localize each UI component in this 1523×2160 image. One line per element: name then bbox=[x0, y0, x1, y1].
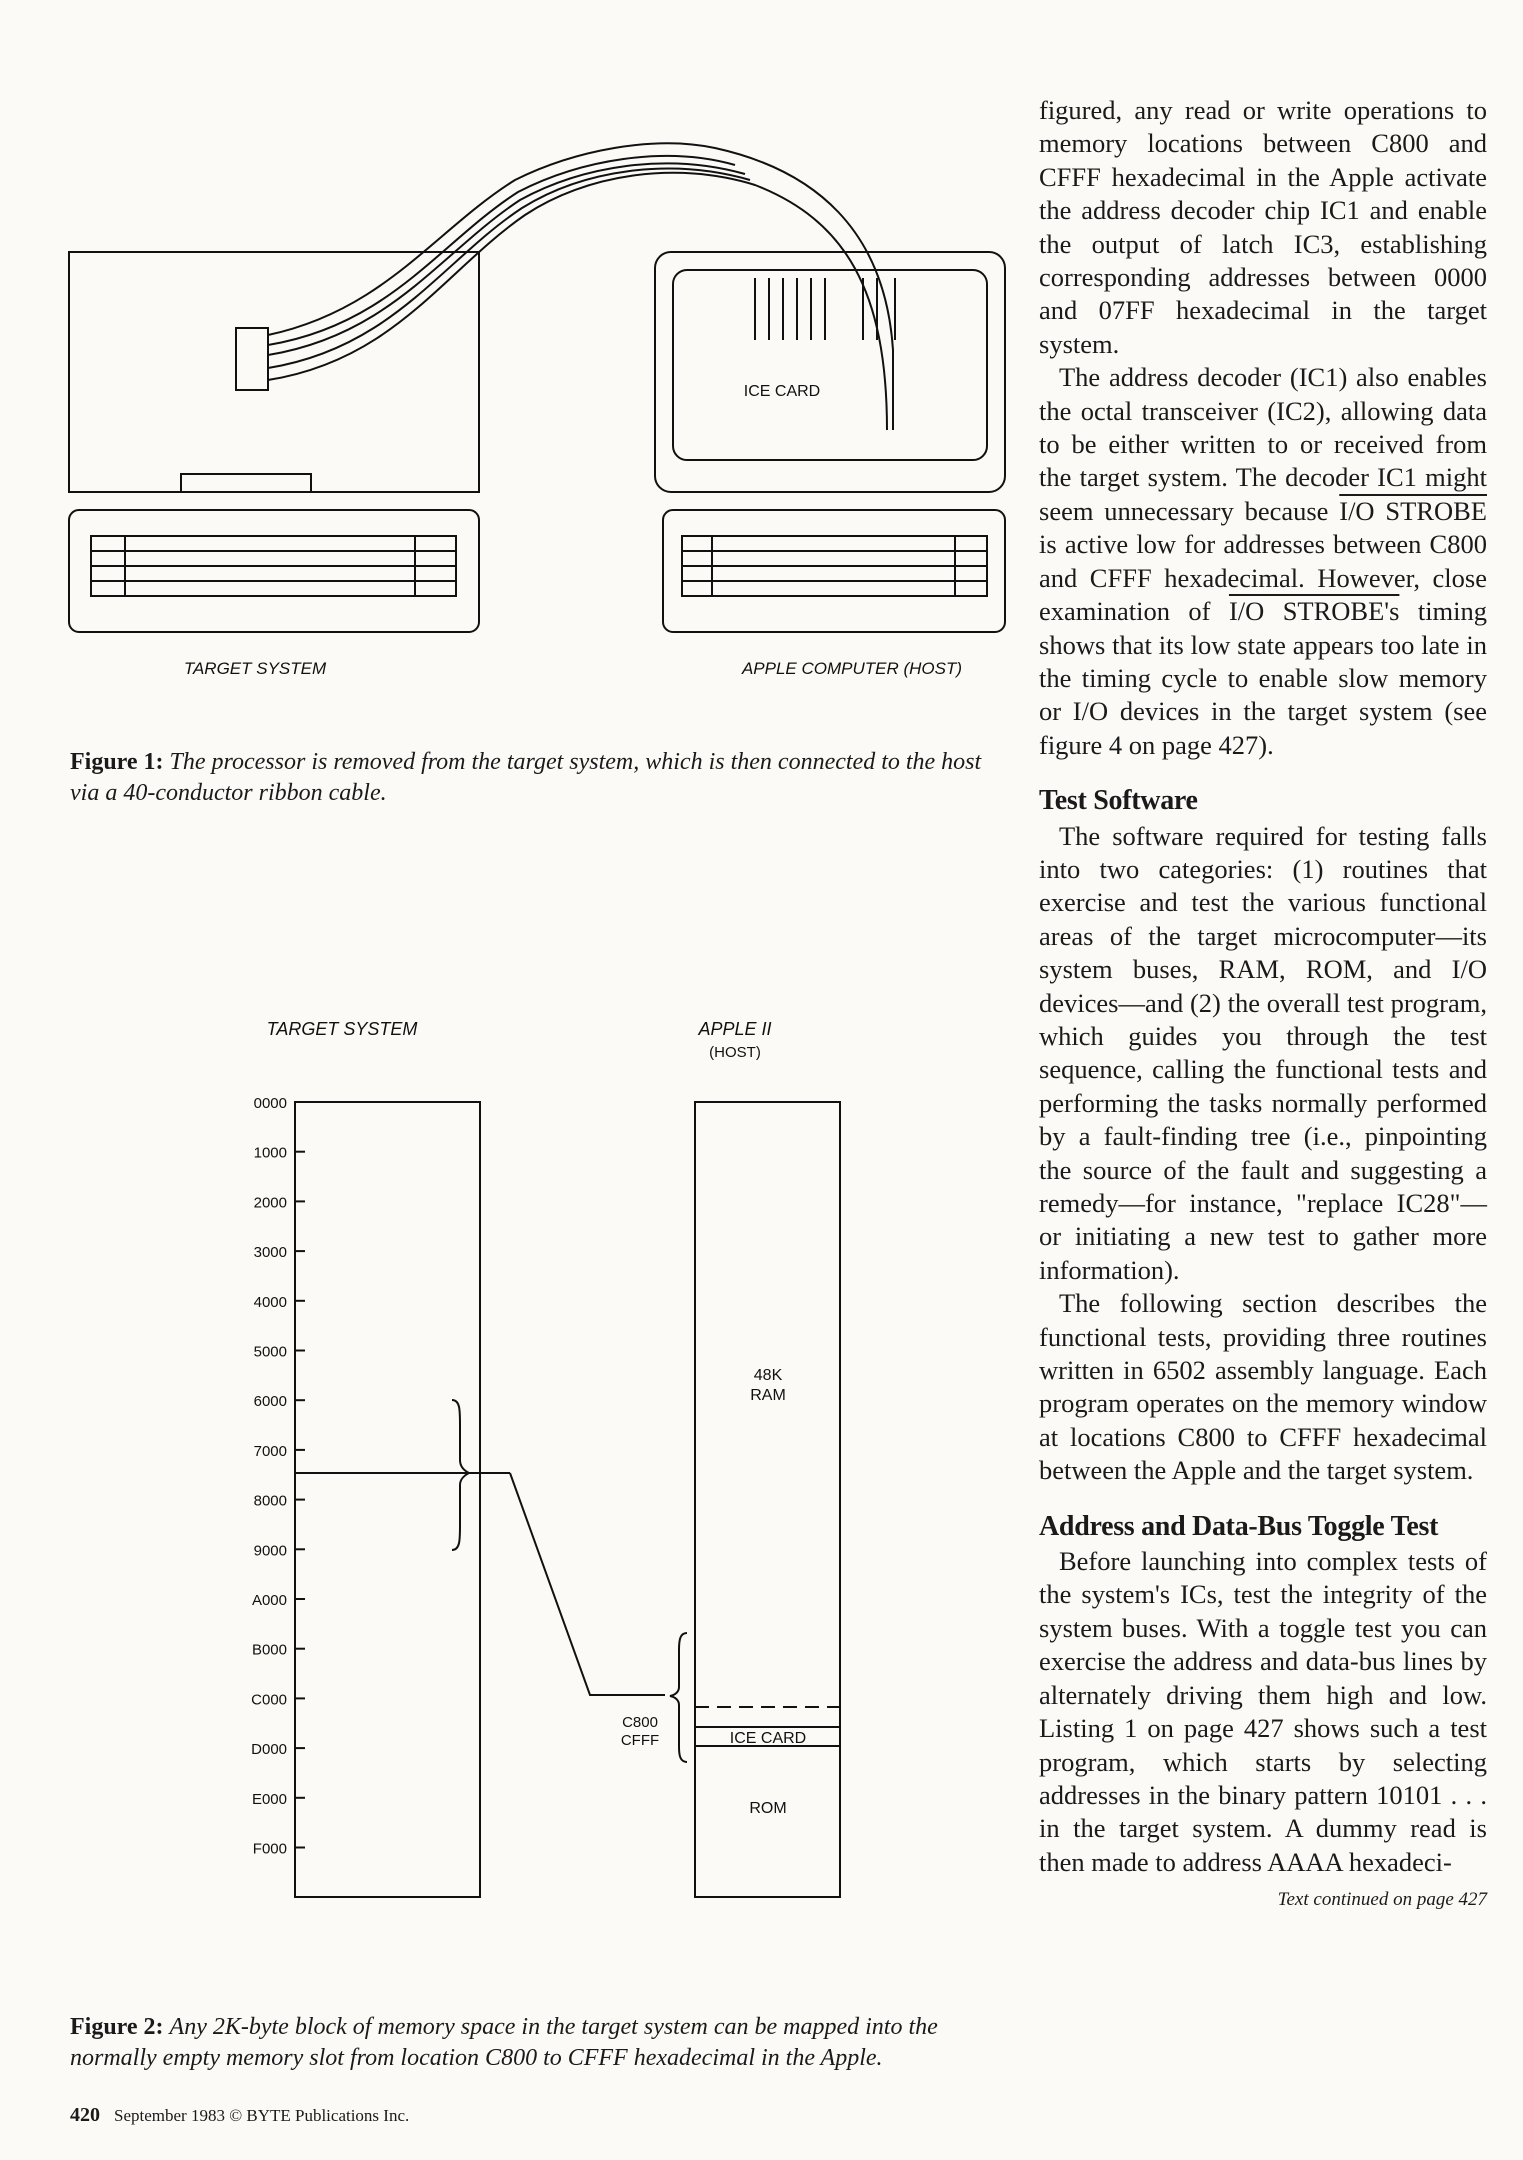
window-brace bbox=[670, 1633, 687, 1762]
io-strobe-signal-2: I/O STROBE's bbox=[1228, 596, 1400, 627]
heading-test-software: Test Software bbox=[1039, 785, 1198, 817]
address-label: A000 bbox=[251, 1592, 287, 1609]
apple-memory-block bbox=[695, 1102, 840, 1897]
address-label: 2000 bbox=[253, 1194, 287, 1212]
address-label: 5000 bbox=[253, 1343, 287, 1361]
figure-1-caption-text: The processor is removed from the target system, which is then connected to the host via a 40-conductor ribbon cable. bbox=[70, 749, 982, 806]
address-label: 1000 bbox=[253, 1144, 287, 1162]
target-keyboard bbox=[69, 510, 479, 632]
address-label: F000 bbox=[252, 1840, 287, 1858]
page-number: 420 bbox=[70, 2104, 100, 2126]
window-end-label: CFFF bbox=[620, 1732, 660, 1749]
mapping-line bbox=[510, 1473, 665, 1695]
address-label: 8000 bbox=[253, 1492, 287, 1510]
heading-toggle-test: Address and Data-Bus Toggle Test bbox=[1039, 1510, 1439, 1542]
article-column bbox=[1039, 94, 1487, 1917]
figure-2 bbox=[55, 1005, 1020, 1905]
figure-2-caption-text: Any 2K-byte block of memory space in the target system can be mapped into the normally empty memory slot from location C800 to CFFF hexadecimal in the Apple. bbox=[70, 2014, 938, 2071]
ribbon-connector bbox=[236, 328, 268, 390]
figure-2-caption-label: Figure 2: bbox=[70, 2014, 164, 2040]
address-label: 0000 bbox=[253, 1095, 287, 1112]
io-strobe-signal: I/O STROBE bbox=[1339, 495, 1487, 526]
address-label: E000 bbox=[251, 1790, 287, 1808]
target-memory-block bbox=[295, 1102, 480, 1897]
figure-1-caption bbox=[70, 747, 1005, 809]
figure-1 bbox=[55, 130, 1020, 690]
paragraph-2: The address decoder (IC1) also enables the octal transceiver (IC2), allowing data to be either written to or received from the target system. The decoder IC1 might seem unnecessary because I/O STROBE is active low for addresses between C800 and CFFF hexadecimal. However, close examination of I/O STROBE's timing shows that its low state appears too late in the timing cycle to enable slow memory or I/O devices in the target system (see figure 4 on page 427). bbox=[1039, 362, 1488, 760]
figure-1-drawing bbox=[55, 130, 1020, 690]
ram-label-1: 48K bbox=[753, 1367, 783, 1384]
apple-map-title: APPLE II bbox=[698, 1019, 772, 1039]
paragraph-4: The following section describes the functional tests, providing three routines written in 6502 assembly language. Each program operates on the memory window at locations C800 to CFFF hexadecimal between the Apple and the target system. bbox=[1039, 1288, 1487, 1486]
address-ticks bbox=[295, 1102, 305, 1848]
paragraph-1: figured, any read or write operations to memory locations between C800 and CFFF hexadecimal in the Apple activate the address decoder chip IC1 and enable the output of latch IC3, establishing corresponding addresses between 0000 and 07FF hexadecimal in the target system. bbox=[1039, 95, 1487, 359]
footer-credit: September 1983 © BYTE Publications Inc. bbox=[114, 2106, 410, 2125]
paragraph-5: Before launching into complex tests of the system's ICs, test the integrity of the system buses. With a toggle test you can exercise the address and data-bus lines by alternately driving them high and low. Listing 1 on page 427 shows such a test program, which starts by selecting addresses in the binary pattern 10101 . . . in the target system. A dummy read is then made to address AAAA hexadeci- bbox=[1039, 1546, 1487, 1877]
address-label: 3000 bbox=[253, 1244, 287, 1262]
apple-monitor bbox=[655, 252, 1005, 492]
target-brace bbox=[452, 1400, 469, 1550]
address-label: 6000 bbox=[253, 1393, 287, 1411]
ice-card-region: ICE CARD bbox=[729, 1730, 807, 1747]
rom-label: ROM bbox=[749, 1800, 787, 1817]
page-footer bbox=[70, 2104, 409, 2127]
ram-label-2: RAM bbox=[750, 1387, 786, 1404]
target-map-title: TARGET SYSTEM bbox=[266, 1019, 418, 1039]
address-label: D000 bbox=[251, 1741, 287, 1759]
apple-keyboard bbox=[663, 510, 1005, 632]
address-label: 4000 bbox=[253, 1293, 287, 1311]
ice-card-label: ICE CARD bbox=[743, 383, 821, 400]
memory-map bbox=[55, 1005, 1020, 1905]
paragraph-3: The software required for testing falls into two categories: (1) routines that exercise and test the various functional areas of the target microcomputer—its system buses, RAM, ROM, and I/O devices—and (2) the overall test program, which guides you through the test sequence, calling the functional tests and performing the tasks normally performed by a fault-finding tree (i.e., pinpointing the source of the fault and suggesting a remedy—for instance, "replace IC28"—or initiating a new test to gather more information). bbox=[1039, 820, 1487, 1285]
address-label: 7000 bbox=[253, 1442, 287, 1460]
target-system-label: TARGET SYSTEM bbox=[183, 659, 327, 678]
window-start-label: C800 bbox=[622, 1714, 658, 1731]
address-label: C000 bbox=[251, 1691, 287, 1709]
target-monitor bbox=[69, 252, 479, 492]
apple-map-subtitle: (HOST) bbox=[709, 1044, 761, 1061]
address-label: 9000 bbox=[253, 1542, 287, 1560]
target-monitor-base bbox=[181, 474, 311, 492]
address-labels bbox=[251, 1095, 287, 1858]
figure-1-caption-label: Figure 1: bbox=[70, 749, 164, 775]
continued-note: Text continued on page 427 bbox=[1277, 1889, 1487, 1911]
address-label: B000 bbox=[251, 1641, 287, 1659]
host-label: APPLE COMPUTER (HOST) bbox=[741, 659, 963, 678]
figure-2-caption bbox=[70, 2012, 1015, 2074]
